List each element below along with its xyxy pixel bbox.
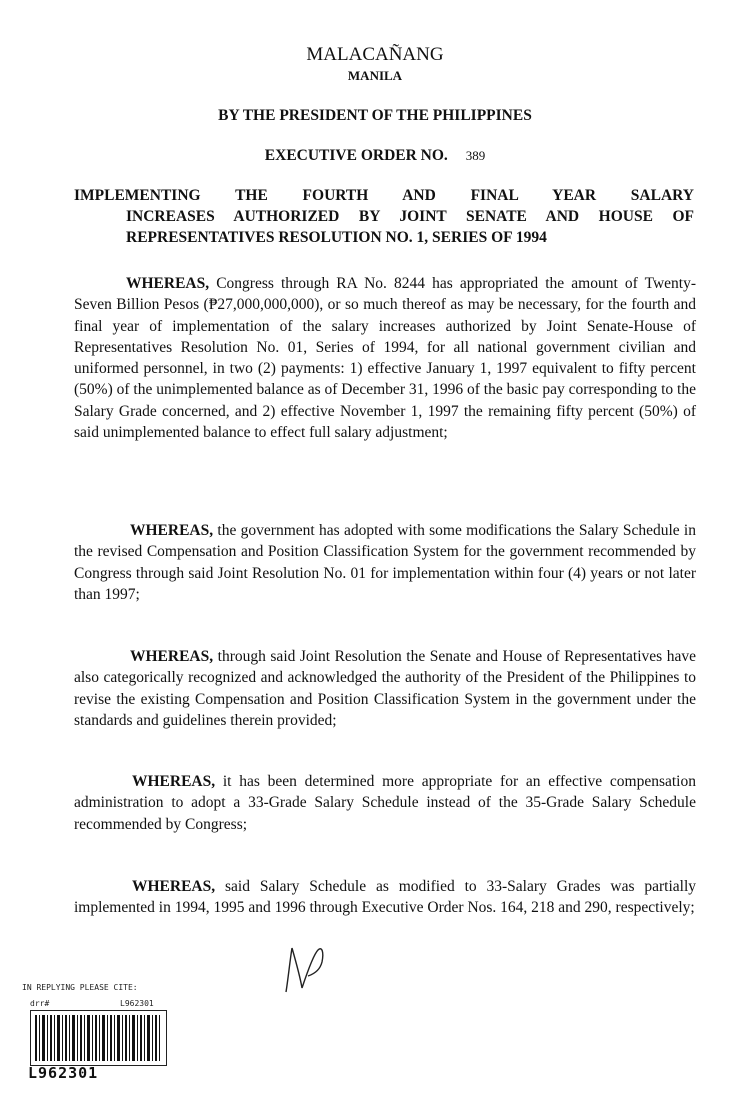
paragraph-text: through said Joint Resolution the Senate and House of Representatives have also categorically recognized and acknowledged the authority of the President of the Philippines to revise the existing Compensation and Position Classification System in the government under the standards and guidelines therein provided; [74,648,696,729]
stamp-label: drr# [30,999,50,1008]
barcode-number: L962301 [28,1064,99,1082]
whereas-paragraph-3 [74,646,696,731]
document-title [74,185,694,248]
title-line-1: IMPLEMENTING THE FOURTH AND FINAL YEAR SALARY [74,187,694,204]
title-line-2: INCREASES AUTHORIZED BY JOINT SENATE AND HOUSE OF [126,208,694,225]
paragraph-text: said Salary Schedule as modified to 33-Salary Grades was partially implemented in 1994, 1995 and 1996 through Executive Order Nos. 164, 218 and 290, respectively; [74,878,697,917]
reply-notice: IN REPLYING PLEASE CITE: [22,983,138,992]
paragraph-text: it has been determined more appropriate for an effective compensation administration to adopt a 33-Grade Salary Schedule instead of the 35-Grade Salary Schedule recommended by Congress; [74,773,696,833]
whereas-label: WHEREAS, [130,522,214,539]
order-label: EXECUTIVE ORDER NO. [264,147,448,164]
order-number: 389 [465,148,486,163]
paragraph-text: the government has adopted with some modifications the Salary Schedule in the revised Compensation and Position Classification System for the government recommended by Congress through said Joint Resolution No. 01 for implementation within four (4) years or not later than 1997; [74,522,696,603]
paragraph-text: Congress through RA No. 8244 has appropriated the amount of Twenty-Seven Billion Pesos (₱27,000,000,000), or so much thereof as may be necessary, for the fourth and final year of implementation of the salary increases authorized by Joint Senate-House of Representatives Resolution No. 01, Series of 1994, for all national government civilian and uniformed personnel, in two (2) payments: 1) effective January 1, 1997 equivalent to fifty percent (50%) of the unimplemented balance as of December 31, 1996 of the basic pay corresponding to the Salary Grade concerned, and 2) effective November 1, 1997 the remaining fifty percent (50%) of said unimplemented balance to effect full salary adjustment; [74,275,696,442]
title-line-3: REPRESENTATIVES RESOLUTION NO. 1, SERIES OF 1994 [126,229,547,246]
authority-heading: BY THE PRESIDENT OF THE PHILIPPINES [218,107,532,124]
office-heading: MALACAÑANG [306,44,444,65]
order-heading [0,147,750,165]
whereas-paragraph-5 [74,876,696,919]
stamp-code: L962301 [120,999,154,1008]
whereas-paragraph-4 [74,771,696,835]
whereas-label: WHEREAS, [132,878,216,895]
barcode-bars [31,1011,166,1065]
city-heading: MANILA [347,68,403,83]
barcode [30,1010,167,1066]
signature-initial [278,940,328,1000]
whereas-paragraph-2 [74,520,696,605]
whereas-paragraph-1 [74,273,696,443]
whereas-label: WHEREAS, [130,648,214,665]
whereas-label: WHEREAS, [132,773,216,790]
whereas-label: WHEREAS, [126,275,210,292]
